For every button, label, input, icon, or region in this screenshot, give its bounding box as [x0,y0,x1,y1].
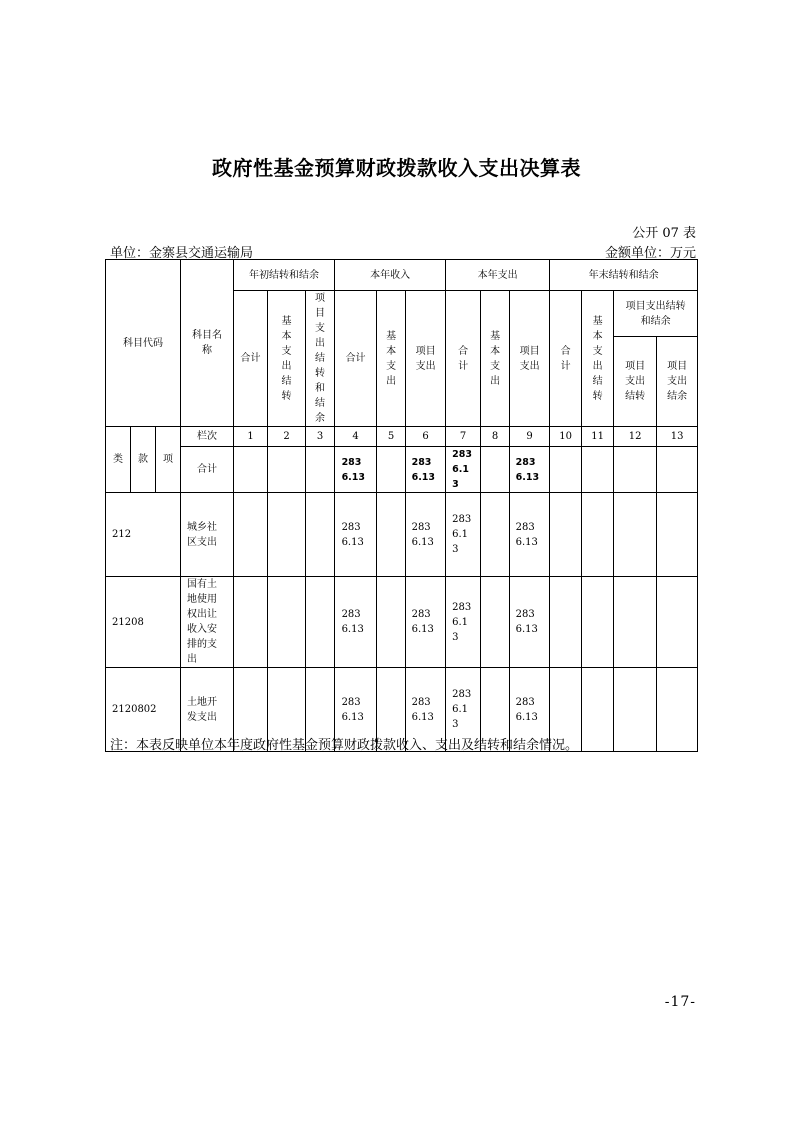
amount-unit-label: 金额单位：万元 [604,246,696,261]
col-number: 5 [377,427,406,447]
header-expense-project-text: 项目支出 [519,345,540,372]
table-note: 注：本表反映单位本年度政府性基金预算财政拨款收入、支出及结转和结余情况。 [110,738,579,753]
row-name-text: 国有土地使用权出让收入安排的支出 [187,579,218,665]
col-number: 10 [550,427,582,447]
row-income-total [335,577,377,668]
header-expense-total [446,291,481,427]
header-begin-project [306,291,335,427]
header-end-project-group [614,291,698,337]
cell [234,447,268,493]
cell [582,447,614,493]
header-income-project-text: 项目支出 [415,345,436,372]
header-income-basic [377,291,406,427]
cell [614,668,657,752]
row-income-total-value: 2836.13 [341,696,364,723]
cell [481,493,510,577]
row-income-total-value: 2836.13 [341,521,364,548]
header-xiang: 项 [156,427,181,493]
row-code: 2120802 [106,668,181,752]
fund-table [105,259,698,752]
row-expense-total-value: 2836.13 [452,601,472,643]
col-number: 3 [306,427,335,447]
col-number: 2 [268,427,306,447]
header-end-project-carry [614,337,657,427]
row-name-text: 土地开发支出 [187,696,218,723]
row-expense-total [446,493,481,577]
col-number: 7 [446,427,481,447]
col-number: 11 [582,427,614,447]
row-income-total [335,493,377,577]
cell [234,577,268,668]
header-begin-basic-text: 基本支出结转 [281,315,292,402]
row-income-total-value: 2836.13 [341,609,364,635]
row-income-project [406,493,446,577]
row-expense-project-value: 2836.13 [515,521,538,548]
row-income-project-value: 2836.13 [411,609,434,635]
row-code: 21208 [106,577,181,668]
total-expense-total-value: 2836.13 [452,449,472,490]
header-income: 本年收入 [335,260,446,291]
cell [614,493,657,577]
cell [657,447,698,493]
total-expense-total [446,447,481,493]
header-end-total [550,291,582,427]
header-end-project-group-text: 项目支出结转和结余 [625,300,686,327]
cell [481,577,510,668]
header-end-project-balance-text: 项目支出结余 [667,361,688,403]
cell [582,668,614,752]
cell [234,493,268,577]
col-number: 6 [406,427,446,447]
row-expense-project-value: 2836.13 [515,696,538,723]
cell [582,577,614,668]
col-number: 8 [481,427,510,447]
col-number: 9 [510,427,550,447]
row-expense-project [510,493,550,577]
row-income-project-value: 2836.13 [411,521,434,548]
cell [268,493,306,577]
cell [377,493,406,577]
header-income-project [406,291,446,427]
cell [582,493,614,577]
page-title: 政府性基金预算财政拨款收入支出决算表 [212,156,581,180]
row-expense-project-value: 2836.13 [515,609,538,635]
header-kuan: 款 [131,427,156,493]
header-end-balance: 年末结转和结余 [550,260,698,291]
header-lanci: 栏次 [181,427,234,447]
total-income-project-value: 2836.13 [411,456,436,483]
total-expense-project [510,447,550,493]
cell [377,447,406,493]
row-expense-project [510,577,550,668]
cell [306,577,335,668]
cell [614,577,657,668]
header-end-total-text: 合计 [560,345,571,372]
header-begin-total: 合计 [234,291,268,427]
cell [550,493,582,577]
table-row [106,577,698,668]
cell [657,577,698,668]
row-expense-total-value: 2836.13 [452,514,472,555]
header-begin-basic [268,291,306,427]
header-end-project-carry-text: 项目支出结转 [625,361,646,403]
unit-label: 单位：金寨县交通运输局 [110,246,254,261]
cell [550,577,582,668]
row-expense-total-value: 2836.13 [452,689,472,730]
total-income-project [406,447,446,493]
table-row [106,493,698,577]
cell [306,447,335,493]
header-end-project-balance [657,337,698,427]
cell [657,668,698,752]
header-subject-name-text: 科目名称 [192,330,223,356]
cell [481,447,510,493]
cell [550,447,582,493]
total-income-total-value: 2836.13 [341,456,366,483]
header-expense-total-text: 合计 [458,345,469,372]
header-lei: 类 [106,427,131,493]
page-number: -17- [664,994,696,1010]
cell [306,493,335,577]
header-expense: 本年支出 [446,260,550,291]
row-name [181,493,234,577]
row-code: 212 [106,493,181,577]
row-income-project-value: 2836.13 [411,696,434,723]
header-income-total: 合计 [335,291,377,427]
header-end-basic [582,291,614,427]
header-income-basic-text: 基本支出 [386,330,397,387]
row-income-project [406,577,446,668]
cell [657,493,698,577]
total-expense-project-value: 2836.13 [515,456,540,483]
cell [377,577,406,668]
col-number: 13 [657,427,698,447]
header-expense-basic-text: 基本支出 [490,330,501,387]
col-number: 12 [614,427,657,447]
cell [268,447,306,493]
total-row [106,447,698,493]
table-number: 公开 07 表 [632,226,696,241]
header-begin-balance: 年初结转和结余 [234,260,335,291]
row-name [181,577,234,668]
row-name-text: 城乡社区支出 [187,521,218,548]
col-number: 1 [234,427,268,447]
col-number: 4 [335,427,377,447]
header-subject-name [181,260,234,427]
cell [614,447,657,493]
header-expense-basic [481,291,510,427]
header-expense-project [510,291,550,427]
header-end-basic-text: 基本支出结转 [592,315,603,402]
total-income-total [335,447,377,493]
header-begin-project-text: 项目支出结转和结余 [315,293,326,424]
cell [268,577,306,668]
header-subject-code: 科目代码 [106,260,181,427]
total-label: 合计 [181,447,234,493]
row-expense-total [446,577,481,668]
